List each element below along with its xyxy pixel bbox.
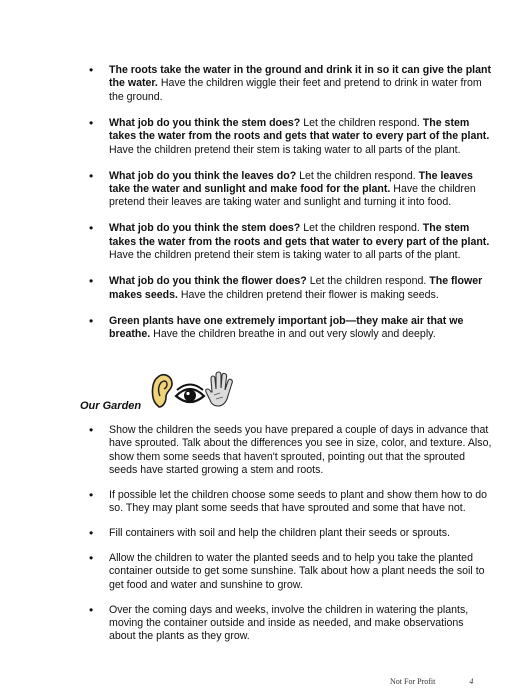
ear-icon (152, 375, 172, 407)
list-item (0, 170, 532, 210)
bullet-icon: • (89, 526, 94, 541)
body-text: Have the children breathe in and out very slowly and deeply. (150, 328, 436, 341)
bullet-icon: • (89, 313, 94, 328)
bullet-icon: • (89, 221, 94, 236)
bold-text: Green plants have one extremely important job—they make air that we breathe. (109, 314, 464, 341)
body-text: Let the children respond. (306, 275, 430, 288)
bullet-icon: • (89, 423, 94, 437)
body-text: Fill containers with soil and help the children plant their seeds or sprouts. (109, 527, 450, 540)
list-item (0, 117, 532, 157)
garden-activity-list (0, 424, 532, 655)
body-text: Let the children respond. (296, 169, 419, 182)
bold-text: The leaves take the water and sunlight and make food for the plant. (109, 169, 473, 196)
bullet-icon: • (89, 551, 94, 566)
list-item (0, 424, 532, 478)
body-text: Over the coming days and weeks, involve the children in watering the plants, moving the container outside and inside as needed, and make observations about the plants as they grow. (109, 603, 469, 643)
list-item (0, 604, 532, 644)
instruction-list (0, 64, 532, 354)
body-text: If possible let the children choose some seeds to plant and show them how to do so. They may plant some seeds that have sprouted and some that have not. (109, 489, 488, 515)
body-text: Have the children pretend their leaves are taking water and sunlight and turning it into food. (109, 183, 476, 209)
page-number: 4 (469, 677, 474, 686)
bold-text: What job do you think the stem does? (109, 116, 301, 129)
list-item (0, 489, 532, 516)
bold-text: The roots take the water in the ground and drink it in so it can give the plant the water. (109, 64, 492, 90)
list-item (0, 315, 532, 342)
list-item (0, 64, 532, 104)
bullet-icon: • (89, 168, 94, 183)
body-text: Have the children pretend their stem is taking water to all parts of the plant. (109, 249, 461, 262)
footer-label: Not For Profit (390, 677, 436, 686)
senses-icons (150, 370, 240, 416)
bullet-icon: • (89, 63, 94, 77)
bold-text: What job do you think the flower does? (109, 275, 307, 288)
bullet-icon: • (89, 602, 94, 617)
bullet-icon: • (89, 488, 94, 503)
bullet-icon: • (89, 274, 94, 289)
bullet-icon: • (89, 115, 94, 130)
bold-text: The flower makes seeds. (109, 275, 483, 301)
section-heading: Our Garden (80, 400, 142, 412)
body-text: Allow the children to water the planted seeds and to help you take the planted container outside to get some sunshine. Talk about how a plant needs the soil to get food and water and sunshine to grow. (109, 552, 485, 591)
list-item (0, 527, 532, 540)
bold-text: What job do you think the leaves do? (109, 169, 297, 182)
list-item (0, 275, 532, 302)
body-text: Have the children pretend their stem is taking water to all parts of the plant. (109, 143, 461, 156)
body-text: Have the children wiggle their feet and pretend to drink in water from the ground. (109, 77, 482, 103)
bold-text: The stem takes the water from the roots and gets that water to every part of the plant. (109, 222, 490, 248)
body-text: Have the children pretend their flower is making seeds. (177, 288, 439, 301)
list-item (0, 222, 532, 262)
hand-icon (206, 372, 233, 406)
eye-icon (176, 385, 204, 403)
body-text: Let the children respond. (300, 222, 423, 235)
bold-text: The stem takes the water from the roots and gets that water to every part of the plant. (109, 116, 490, 143)
page-footer (390, 677, 473, 686)
body-text: Let the children respond. (300, 116, 423, 129)
body-text: Show the children the seeds you have prepared a couple of days in advance that have sprouted. Talk about the differences you see in size, color, and texture. Also, show them some seeds that haven't sprouted, pointing out that the sprouted seeds have started growing a stem and roots. (109, 424, 492, 477)
bold-text: What job do you think the stem does? (109, 222, 301, 235)
list-item (0, 552, 532, 592)
